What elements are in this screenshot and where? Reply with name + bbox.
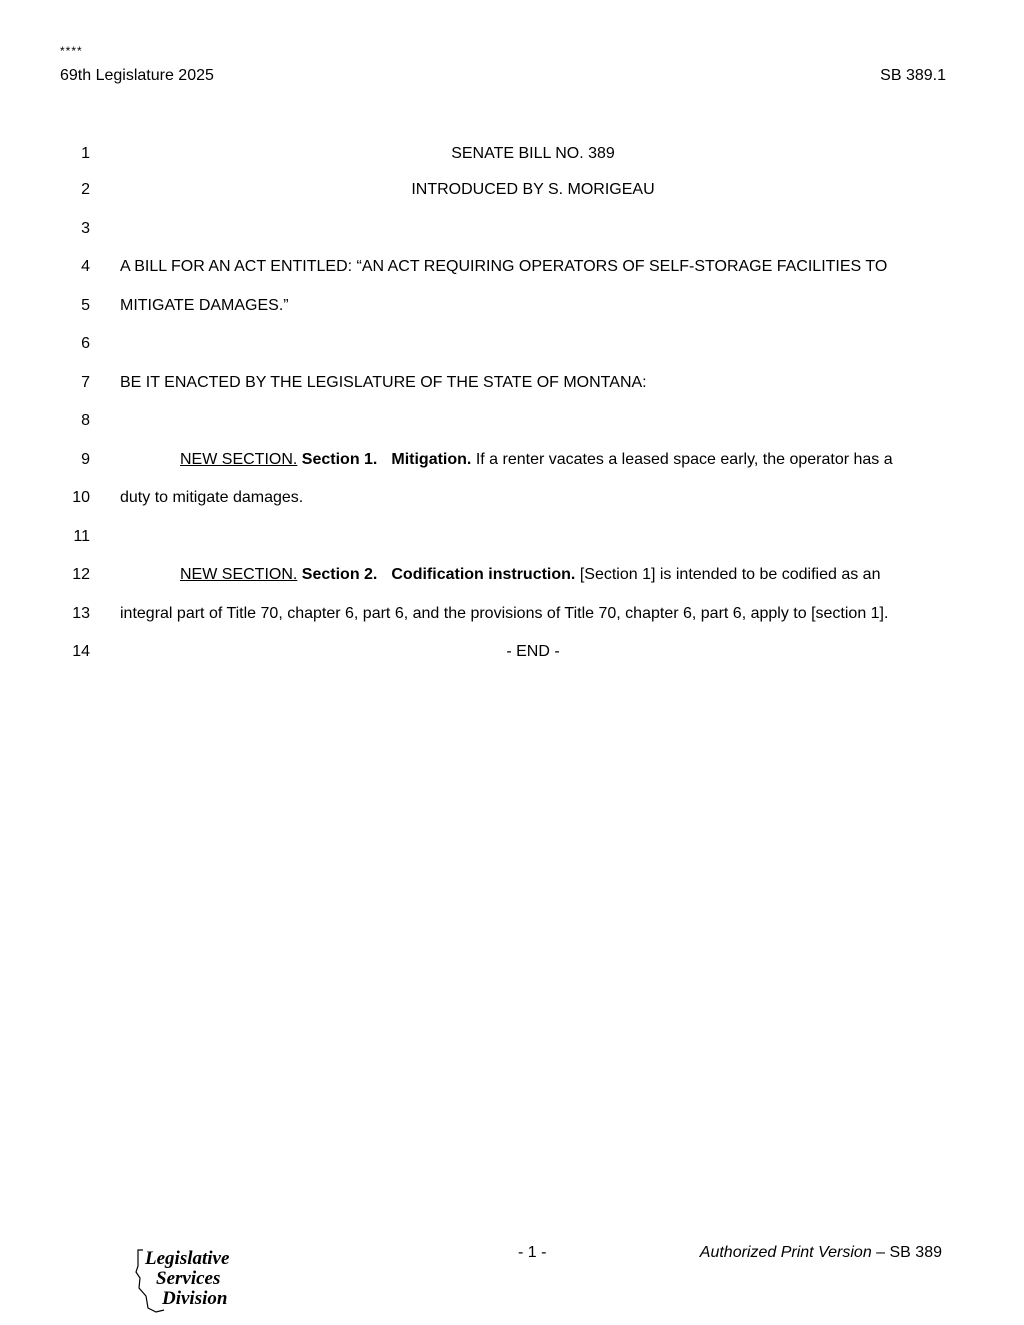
section-number: Section 1. bbox=[301, 451, 378, 468]
bill-line bbox=[0, 371, 1024, 395]
act-title-line: MITIGATE DAMAGES.” bbox=[120, 297, 289, 314]
bill-line bbox=[0, 602, 1024, 626]
bill-line bbox=[0, 640, 1024, 664]
line-number: 13 bbox=[72, 605, 90, 622]
line-number: 12 bbox=[72, 566, 90, 583]
end-marker: - END - bbox=[506, 643, 560, 660]
bill-line bbox=[0, 448, 1024, 472]
section-heading: Mitigation. bbox=[391, 451, 472, 468]
logo-line-1: Legislative bbox=[145, 1248, 230, 1269]
section-body: duty to mitigate damages. bbox=[120, 489, 304, 506]
enacting-clause: BE IT ENACTED BY THE LEGISLATURE OF THE STATE OF MONTANA: bbox=[120, 374, 647, 391]
bill-line bbox=[0, 525, 1024, 549]
line-number: 7 bbox=[81, 374, 90, 391]
line-number: 4 bbox=[81, 258, 90, 275]
authorized-print-version bbox=[700, 1244, 942, 1262]
line-number: 10 bbox=[72, 489, 90, 506]
logo-line-2: Services bbox=[156, 1268, 221, 1289]
bill-title: SENATE BILL NO. 389 bbox=[451, 145, 615, 162]
legislative-services-division-logo bbox=[134, 1246, 254, 1318]
bill-line bbox=[0, 255, 1024, 279]
section-2-text bbox=[120, 563, 934, 587]
bill-line bbox=[0, 178, 1024, 202]
legislature-session: 69th Legislature 2025 bbox=[60, 67, 214, 84]
bill-line bbox=[0, 563, 1024, 587]
bill-line bbox=[0, 409, 1024, 433]
page-number: - 1 - bbox=[518, 1244, 547, 1261]
line-number: 6 bbox=[81, 335, 90, 352]
line-number: 8 bbox=[81, 412, 90, 429]
header-stars: **** bbox=[60, 44, 83, 58]
line-number: 1 bbox=[81, 145, 90, 162]
line-number: 11 bbox=[73, 528, 90, 545]
bill-line bbox=[0, 486, 1024, 510]
section-heading: Codification instruction. bbox=[391, 566, 576, 583]
section-body: integral part of Title 70, chapter 6, part 6, and the provisions of Title 70, chapter 6, part 6, apply to [section 1]. bbox=[120, 605, 889, 622]
line-number: 2 bbox=[81, 181, 90, 198]
bill-line bbox=[0, 332, 1024, 356]
bill-line bbox=[0, 294, 1024, 318]
bill-line bbox=[0, 142, 1024, 166]
authorized-label: Authorized Print Version bbox=[699, 1244, 872, 1261]
line-number: 9 bbox=[81, 451, 90, 468]
line-number: 3 bbox=[81, 220, 90, 237]
line-number: 14 bbox=[72, 643, 90, 660]
line-number: 5 bbox=[81, 297, 90, 314]
section-body: [Section 1] is intended to be codified as an bbox=[579, 566, 881, 583]
bill-sponsor: INTRODUCED BY S. MORIGEAU bbox=[411, 181, 655, 198]
new-section-label: NEW SECTION. bbox=[180, 566, 298, 583]
bill-version: SB 389.1 bbox=[880, 67, 946, 84]
section-number: Section 2. bbox=[301, 566, 378, 583]
section-1-text bbox=[120, 448, 934, 472]
logo-line-3: Division bbox=[162, 1288, 228, 1309]
new-section-label: NEW SECTION. bbox=[180, 451, 298, 468]
act-title-line: A BILL FOR AN ACT ENTITLED: “AN ACT REQUIRING OPERATORS OF SELF-STORAGE FACILITIES TO bbox=[120, 258, 888, 275]
authorized-bill: – SB 389 bbox=[871, 1244, 942, 1261]
bill-line bbox=[0, 217, 1024, 241]
section-body: If a renter vacates a leased space early, the operator has a bbox=[475, 451, 893, 468]
